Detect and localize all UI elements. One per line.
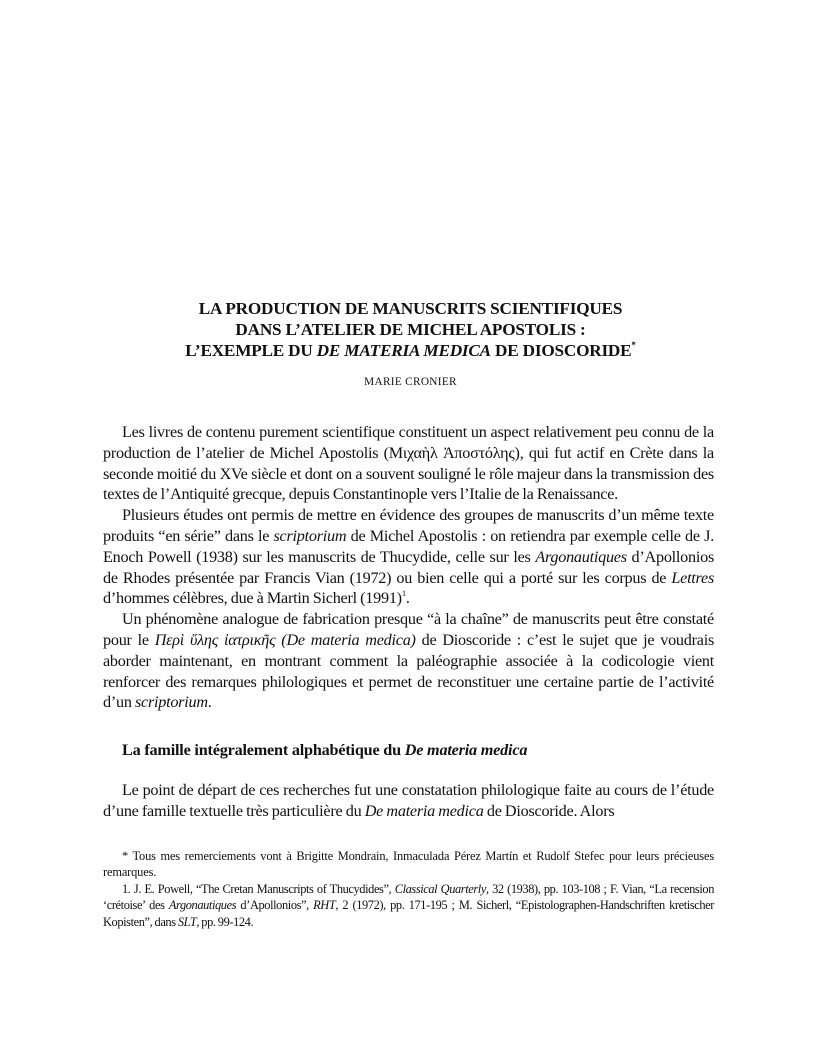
title-footnote-marker[interactable]: * [631,340,636,350]
paragraph-1-text: Les livres de contenu purement scientifique constituent un aspect relativement peu connu de la production de l’atelier de Michel Apostolis (Μιχαὴλ Ἀποστόλης), qui fut actif en Crète dans la seconde moitié du XVe siècle et dont on a souvent souligné le rôle majeur dans la transmission des textes de l’Antiquité grecque, depuis Constantinople vers l’Italie de la Renaissance. [103,423,714,504]
title-italic-work: DE MATERIA MEDICA [316,341,491,360]
fn1-italic-journal: Classical Quarterly [394,881,486,896]
paragraph-2 [103,505,714,609]
p3-text-2: de Dioscoride : c’est le sujet que je voudrais aborder maintenant, en montrant comment la paléographie associée à la codicologie vient renforcer des remarques philologiques et permet de reconstituer une certaine partie de l’activité d’un [103,630,714,712]
title-line-3-suffix: DE DIOSCORIDE [490,341,632,360]
p2-text-3: d’Apollonios de Rhodes présentée par Francis Vian (1972) ou bien celle qui a porté sur les corpus de [103,547,714,587]
p2-italic-lettres: Lettres [671,568,714,587]
paragraph-3-text [103,609,714,713]
fn1-italic-rht: RHT [313,898,336,913]
footnotes [103,848,714,931]
article-title [100,298,721,361]
title-line-3-prefix: L’EXEMPLE DU [185,341,317,360]
paragraph-3 [103,609,714,713]
p3-text-1: Un phénomène analogue de fabrication presque “à la chaîne” de manuscrits peut être constaté pour le [103,610,714,649]
p2-italic-scriptorium: scriptorium [273,526,347,545]
fn1-text-5: , pp. 99-124. [196,914,254,929]
p2-text-1: Plusieurs études ont permis de mettre en évidence des groupes de manuscrits d’un même texte produits “en série” dans le [103,506,714,545]
section-heading-italic: De materia medica [404,741,528,760]
section-heading [122,740,821,761]
title-line-3 [100,340,721,361]
paragraph-4-text [103,780,714,822]
p2-italic-argonautiques: Argonautiques [535,547,627,566]
author-name: MARIE CRONIER [364,376,457,388]
paragraph-2-text [103,505,714,609]
p2-text-4: d’hommes célèbres, due à Martin Sicherl (1991) [103,589,402,608]
p4-text-1: Le point de départ de ces recherches fut une constatation philologique faite au cours de l’étude d’une famille textuelle très particulière du [103,780,714,820]
section-heading-prefix: La famille intégralement alphabétique du [122,741,405,760]
p3-italic-greek-title: Περὶ ὕλης ἰατρικῆς (De materia medica) [154,630,416,649]
paragraph-4 [103,780,714,822]
footnote-ref-1[interactable]: 1 [401,588,406,599]
title-line-1: LA PRODUCTION DE MANUSCRITS SCIENTIFIQUES [198,299,623,318]
p3-italic-scriptorium: scriptorium [134,693,208,712]
title-line-2: DANS L’ATELIER DE MICHEL APOSTOLIS : [235,320,586,339]
fn1-text-1: 1. J. E. Powell, “The Cretan Manuscripts of Thucydides”, [122,881,395,896]
fn1-italic-slt: SLT [177,914,197,929]
fn1-text-2: , 32 (1938), pp. 103-108 ; F. Vian, “La recension ‘crétoise’ des [103,881,714,913]
fn1-text-3: d’Apollonios”, [236,898,314,913]
p4-text-2: de Dioscoride. Alors [483,801,615,820]
footnote-star: * Tous mes remerciements vont à Brigitte Mondrain, Inmaculada Pérez Martín et Rudolf Stefec pour leurs précieuses remarques. [103,848,714,880]
footnote-1 [103,881,714,931]
p3-text-3: . [207,693,212,712]
p2-text-2: de Michel Apostolis : on retiendra par exemple celle de J. Enoch Powell (1938) sur les manuscrits de Thucydide, celle sur les [103,526,714,566]
p2-text-5: . [405,589,410,608]
fn1-italic-argonautiques: Argonautiques [168,898,237,913]
fn1-text-4: , 2 (1972), pp. 171-195 ; M. Sicherl, “Epistolographen-Handschriften kretischer Kopisten”, dans [103,898,714,929]
paragraph-1 [103,422,714,505]
p4-italic-work: De materia medica [364,801,484,820]
